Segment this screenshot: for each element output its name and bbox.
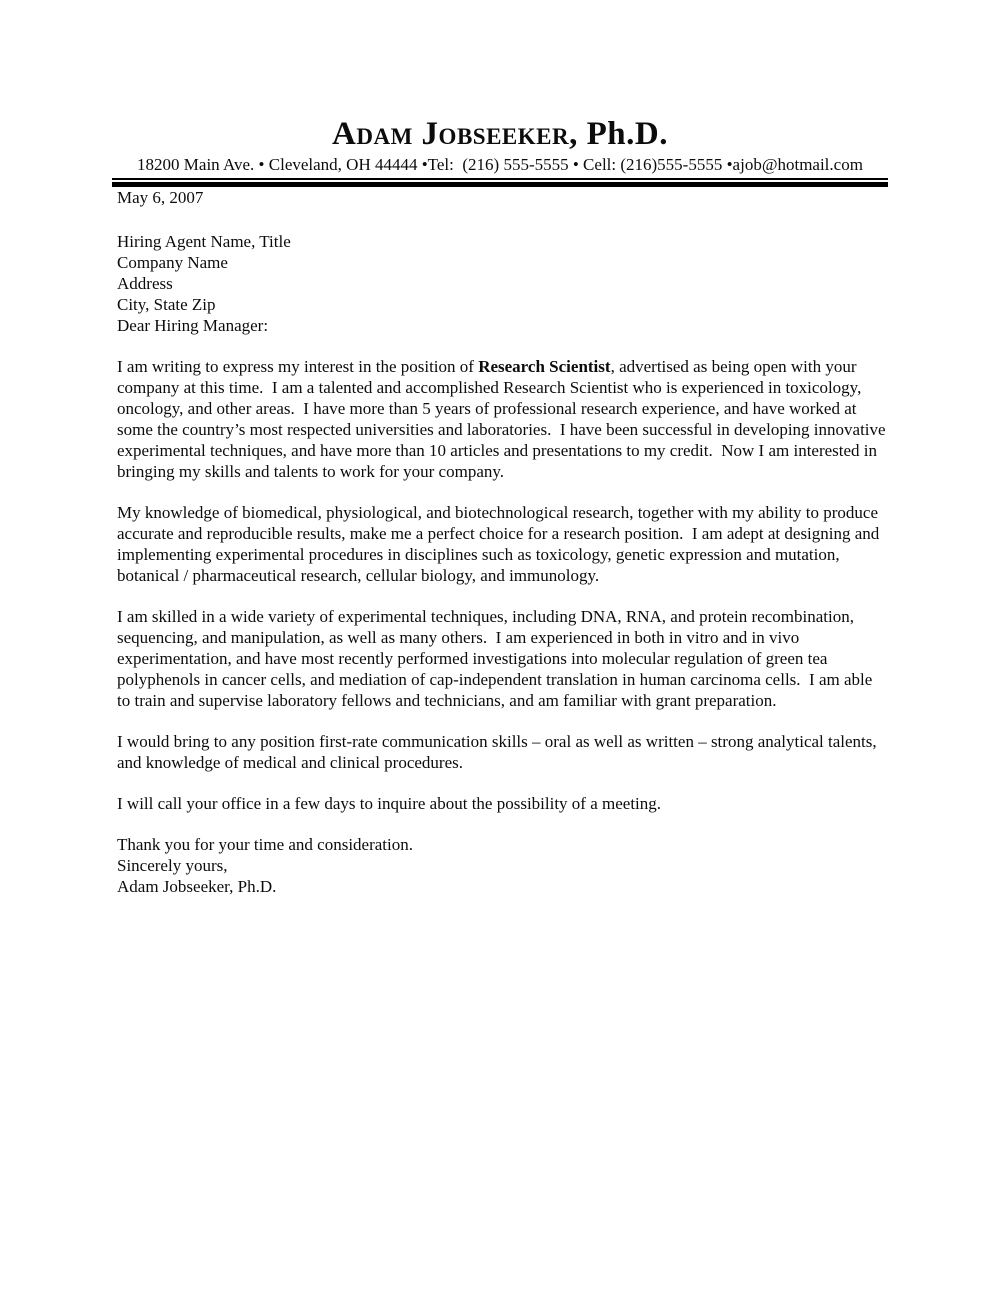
body-paragraph-skills: I am skilled in a wide variety of experimental techniques, including DNA, RNA, and protein recombination, sequencing, and manipulation, as well as many others. I am experienced in both in vitro and in vivo experimentation, and have most recently performed investigations into molecular regulation of green tea polyphenols in cancer cells, and mediation of cap-independent translation in human carcinoma cells. I am able to train and supervise laboratory fellows and technicians, and am familiar with grant preparation. [117, 607, 877, 710]
body-paragraph-thanks: Thank you for your time and consideration. [117, 835, 414, 854]
letterhead-contact-line: 18200 Main Ave. • Cleveland, OH 44444 •Tel: (216) 555-5555 • Cell: (216)555-5555 •ajob@hotmail.com [137, 155, 863, 174]
recipient-line-address: Address [117, 274, 173, 293]
date-line: May 6, 2007 [117, 188, 204, 207]
letterhead-name-suffix: , Ph.D. [569, 116, 668, 152]
letterhead-name [0, 114, 1000, 154]
body-paragraph-communication: I would bring to any position first-rate communication skills – oral as well as written – strong analytical talents, and knowledge of medical and clinical procedures. [117, 732, 881, 772]
position-title-bold: Research Scientist [478, 357, 611, 376]
recipient-line-company: Company Name [117, 253, 228, 272]
body-paragraph-knowledge: My knowledge of biomedical, physiological, and biotechnological research, together with my ability to produce accurate and reproducible results, make me a perfect choice for a research position. I am adept at designing and implementing experimental procedures in disciplines such as toxicology, genetic expression and mutation, botanical / pharmaceutical research, cellular biology, and immunology. [117, 503, 884, 585]
letter-body [117, 187, 890, 897]
body-paragraph-intro [117, 356, 890, 482]
salutation: Dear Hiring Manager: [117, 316, 269, 335]
paragraph-text-before-position: I am writing to express my interest in the position of [117, 357, 479, 376]
recipient-block [117, 231, 886, 315]
closing-line: Sincerely yours, [117, 856, 228, 875]
signature-name: Adam Jobseeker, Ph.D. [117, 877, 277, 896]
recipient-line-name-title: Hiring Agent Name, Title [117, 232, 291, 251]
letterhead-divider-rule [112, 178, 888, 187]
paragraph-text-after-position: , advertised as being open with your company at this time. I am a talented and accomplished Research Scientist who is experienced in toxicology, oncology, and other areas. I have more than 5 years of professional research experience, and have worked at some the country’s most respected universities and laboratories. I have been successful in developing innovative experimental techniques, and have more than 10 articles and presentations to my credit. Now I am interested in bringing my skills and talents to work for your company. [117, 357, 890, 481]
letterhead-name-smallcaps: Adam Jobseeker [332, 116, 570, 152]
recipient-line-city-state-zip: City, State Zip [117, 295, 216, 314]
body-paragraph-follow-up: I will call your office in a few days to inquire about the possibility of a meeting. [117, 794, 662, 813]
letterhead [0, 0, 1000, 187]
